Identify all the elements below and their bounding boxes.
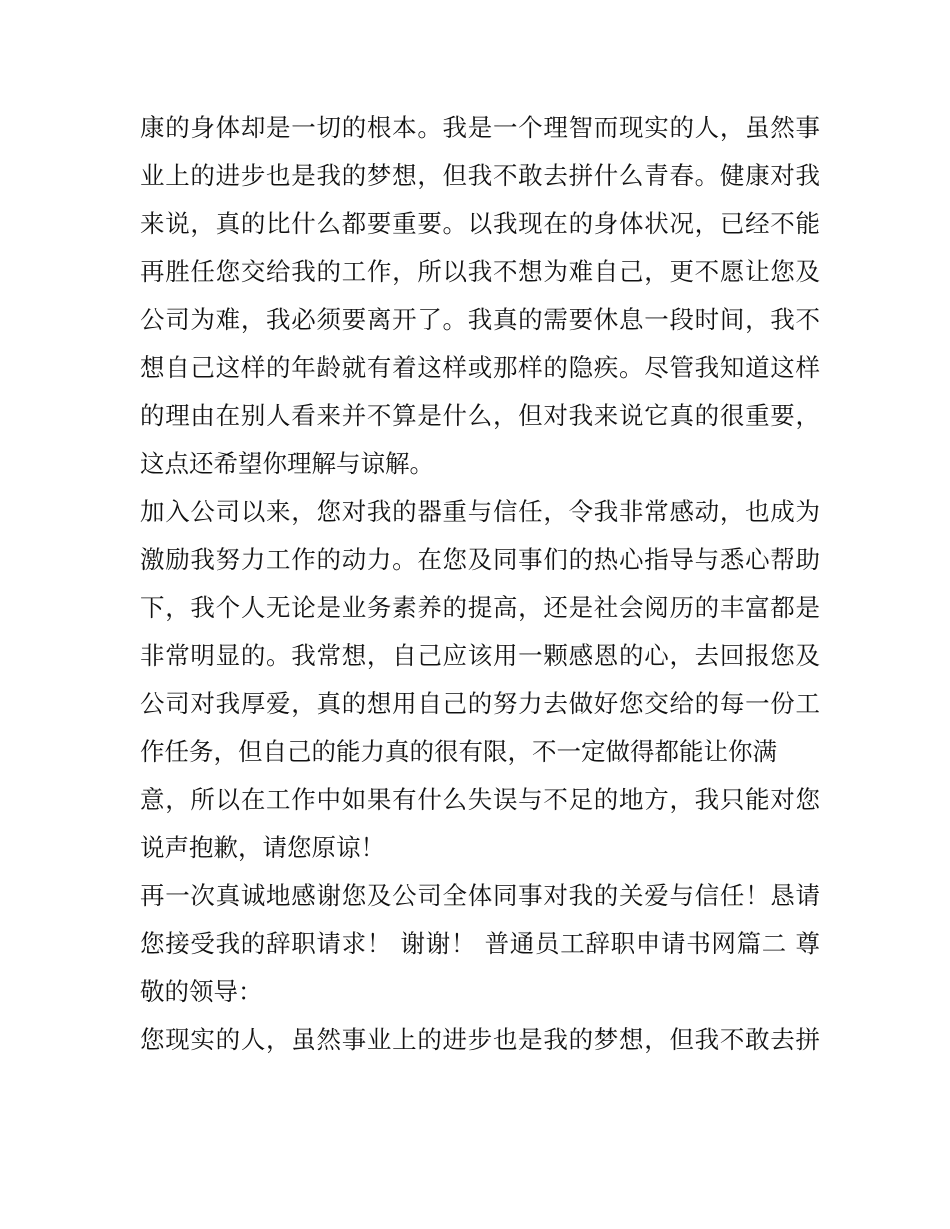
text-line: 的理由在别人看来并不算是什么，但对我来说它真的很重要， [140,401,820,430]
text-line: 来说，真的比什么都要重要。以我现在的身体状况，已经不能 [140,209,820,238]
text-line: 业上的进步也是我的梦想，但我不敢去拼什么青春。健康对我 [140,161,820,190]
text-line: 这点还希望你理解与谅解。 [140,449,434,478]
text-line: 下，我个人无论是业务素养的提高，还是社会阅历的丰富都是 [140,593,820,622]
text-line: 公司对我厚爱，真的想用自己的努力去做好您交给的每一份工 [140,689,820,718]
text-line: 加入公司以来，您对我的器重与信任，令我非常感动，也成为 [140,497,820,526]
text-line: 非常明显的。我常想，自己应该用一颗感恩的心，去回报您及 [140,641,820,670]
text-line: 您现实的人，虽然事业上的进步也是我的梦想，但我不敢去拼 [140,1025,820,1054]
document-body [140,104,820,1064]
text-line: 您接受我的辞职请求！ 谢谢！ 普通员工辞职申请书网篇二 尊 [140,929,820,958]
text-line: 康的身体却是一切的根本。我是一个理智而现实的人，虽然事 [140,113,820,142]
text-line: 激励我努力工作的动力。在您及同事们的热心指导与悉心帮助 [140,545,820,574]
text-line: 敬的领导： [140,977,263,1006]
text-line: 说声抱歉，请您原谅！ [140,833,385,862]
text-line: 作任务，但自己的能力真的很有限，不一定做得都能让你满 [140,737,777,766]
text-line: 再一次真诚地感谢您及公司全体同事对我的关爱与信任！恳请 [140,881,820,910]
text-line: 想自己这样的年龄就有着这样或那样的隐疾。尽管我知道这样 [140,353,820,382]
text-line: 再胜任您交给我的工作，所以我不想为难自己，更不愿让您及 [140,257,820,286]
text-line: 公司为难，我必须要离开了。我真的需要休息一段时间，我不 [140,305,820,334]
text-line: 意，所以在工作中如果有什么失误与不足的地方，我只能对您 [140,785,820,814]
